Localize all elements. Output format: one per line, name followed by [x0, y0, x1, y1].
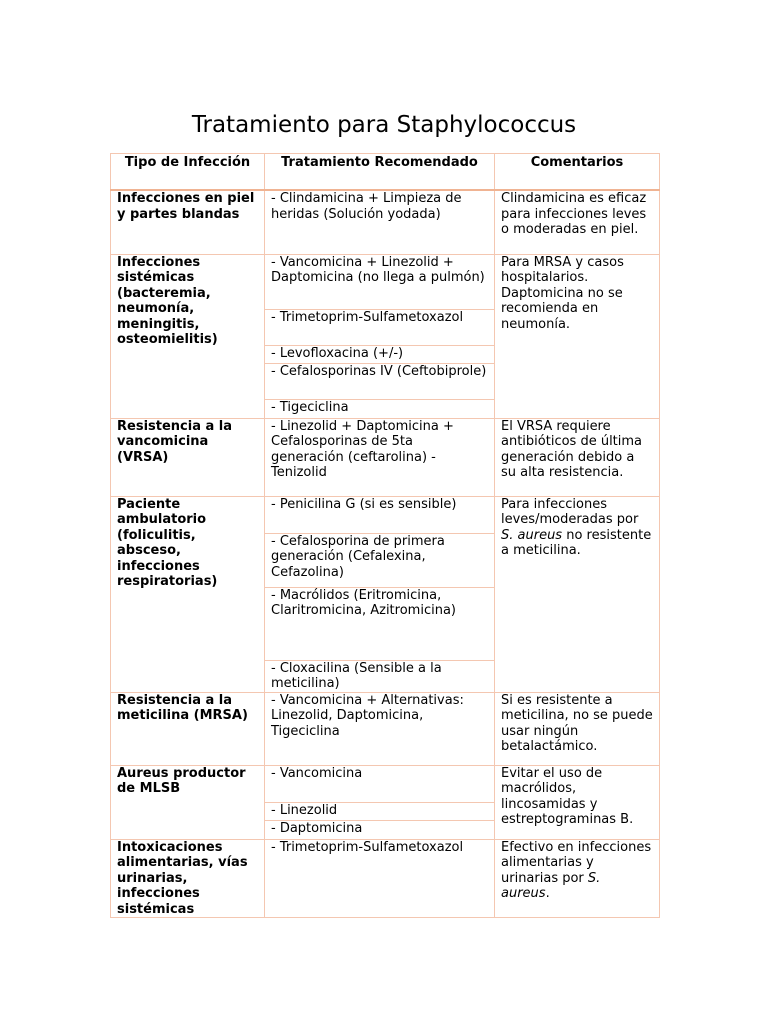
- treatment-cell: - Vancomicina + Alternativas: Linezolid, Daptomicina, Tigeciclina: [265, 692, 495, 765]
- comment-cell: El VRSA requiere antibióticos de última generación debido a su alta resistencia.: [495, 418, 660, 496]
- treatment-cell: - Penicilina G (si es sensible): [265, 496, 495, 533]
- header-comments: Comentarios: [495, 154, 660, 191]
- comment-cell: [495, 496, 660, 692]
- species-name: S. aureus: [501, 870, 601, 901]
- infection-type: Infecciones sistémicas (bacteremia, neumonía, meningitis, osteomielitis): [111, 254, 265, 418]
- treatment-cell: - Cefalosporinas IV (Ceftobiprole): [265, 363, 495, 399]
- treatment-cell: - Cloxacilina (Sensible a la meticilina): [265, 660, 495, 692]
- comment-cell: Evitar el uso de macrólidos, lincosamidas y estreptograminas B.: [495, 765, 660, 839]
- comment-text: Para infecciones leves/moderadas por: [501, 496, 639, 527]
- comment-cell: Clindamicina es eficaz para infecciones leves o moderadas en piel.: [495, 190, 660, 254]
- table-row: [111, 692, 660, 765]
- infection-type: Resistencia a la meticilina (MRSA): [111, 692, 265, 765]
- table-row: [111, 839, 660, 918]
- header-treatment: Tratamiento Recomendado: [265, 154, 495, 191]
- treatment-cell: - Trimetoprim-Sulfametoxazol: [265, 309, 495, 345]
- treatment-cell: - Clindamicina + Limpieza de heridas (Solución yodada): [265, 190, 495, 254]
- table-row: [111, 190, 660, 254]
- table-row: [111, 765, 660, 802]
- table-header-row: [111, 154, 660, 191]
- infection-type: Infecciones en piel y partes blandas: [111, 190, 265, 254]
- table-row: [111, 496, 660, 533]
- comment-cell: Si es resistente a meticilina, no se puede usar ningún betalactámico.: [495, 692, 660, 765]
- treatment-cell: - Vancomicina: [265, 765, 495, 802]
- species-name: S. aureus: [501, 527, 563, 543]
- page-title: Tratamiento para Staphylococcus: [191, 112, 577, 138]
- treatment-cell: - Cefalosporina de primera generación (Cefalexina, Cefazolina): [265, 533, 495, 587]
- treatment-cell: - Vancomicina + Linezolid + Daptomicina (no llega a pulmón): [265, 254, 495, 309]
- treatment-cell: - Linezolid + Daptomicina + Cefalosporinas de 5ta generación (ceftarolina) -Tenizolid: [265, 418, 495, 496]
- treatment-cell: - Tigeciclina: [265, 399, 495, 418]
- treatment-table: [110, 153, 660, 918]
- table-row: [111, 418, 660, 496]
- comment-text: no resistente a meticilina.: [501, 527, 652, 558]
- treatment-cell: - Macrólidos (Eritromicina, Claritromicina, Azitromicina): [265, 587, 495, 660]
- treatment-cell: - Linezolid: [265, 802, 495, 820]
- treatment-cell: - Levofloxacina (+/-): [265, 345, 495, 363]
- treatment-cell: - Daptomicina: [265, 820, 495, 839]
- comment-text: .: [545, 886, 550, 901]
- comment-cell: [495, 839, 660, 918]
- infection-type: Aureus productor de MLSB: [111, 765, 265, 839]
- comment-text: Efectivo en infecciones alimentarias y urinarias por: [501, 839, 652, 886]
- treatment-cell: - Trimetoprim-Sulfametoxazol: [265, 839, 495, 918]
- infection-type: Paciente ambulatorio (foliculitis, absceso, infecciones respiratorias): [111, 496, 265, 692]
- infection-type: Resistencia a la vancomicina (VRSA): [111, 418, 265, 496]
- header-type: Tipo de Infección: [111, 154, 265, 191]
- table-row: [111, 254, 660, 309]
- infection-type: Intoxicaciones alimentarias, vías urinarias, infecciones sistémicas: [111, 839, 265, 918]
- comment-cell: Para MRSA y casos hospitalarios. Daptomicina no se recomienda en neumonía.: [495, 254, 660, 418]
